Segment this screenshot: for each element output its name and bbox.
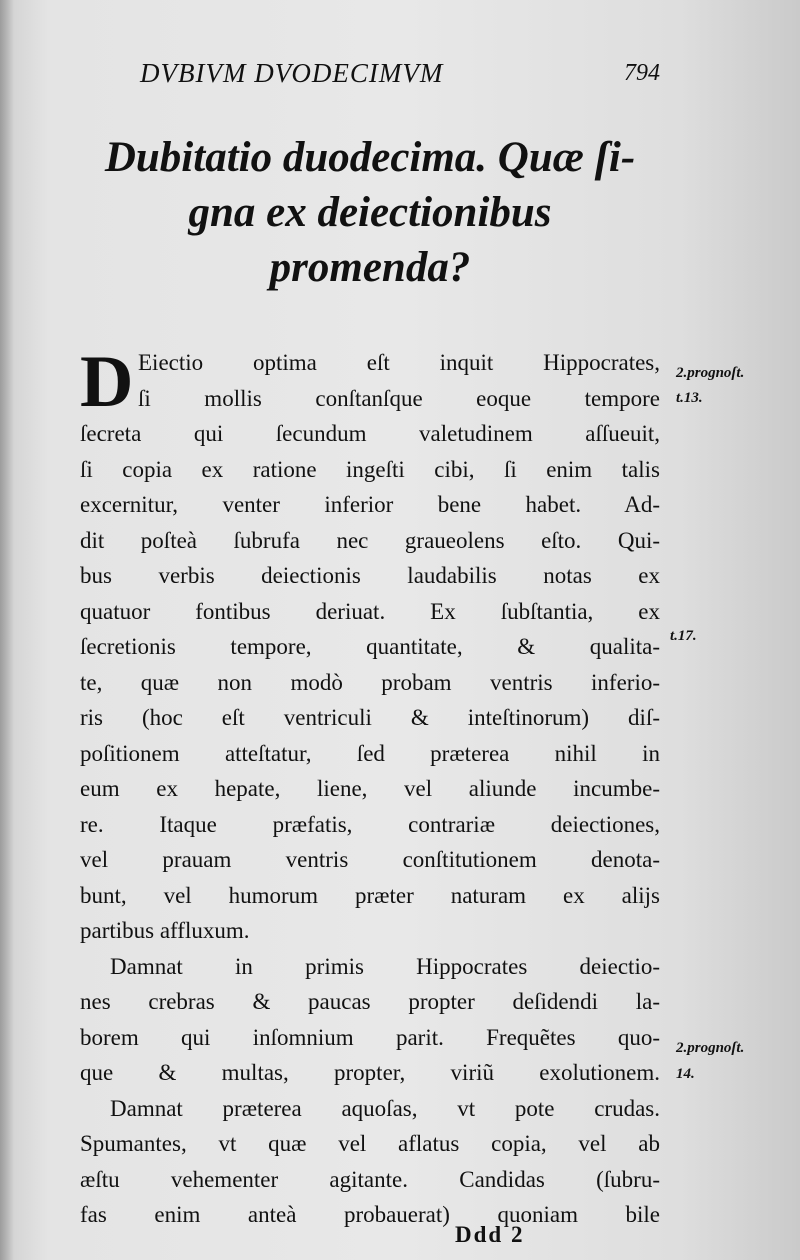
title-line: promenda? (269, 244, 471, 291)
text-line: Damnat in primis Hippocrates deiectio- (110, 953, 660, 979)
page-header (140, 58, 660, 94)
text-line: æſtu vehementer agitante. Candidas (ſubru- (80, 1166, 660, 1192)
text-line: Damnat præterea aquoſas, vt pote crudas. (110, 1095, 660, 1121)
page-gutter-shadow (0, 0, 14, 1260)
title-line: gna ex deiectionibus (188, 189, 552, 236)
text-line: ſecretionis tempore, quantitate, & qualita- (80, 634, 660, 659)
text-line: ſecreta qui ſecundum valetudinem aſſueuit, (80, 421, 660, 446)
text-line: bunt, vel humorum præter naturam ex alijs (80, 882, 660, 908)
text-line: partibus affluxum. (80, 918, 250, 943)
text-line: ris (hoc eſt ventriculi & inteſtinorum) diſ- (80, 705, 660, 730)
title-line: Dubitatio duodecima. Quæ ſi- (104, 134, 636, 181)
text-line: nes crebras & paucas propter deſidendi la- (80, 989, 660, 1014)
text-line: excernitur, venter inferior bene habet. Ad- (80, 492, 660, 517)
marginal-note-reference: t.17. (670, 628, 697, 644)
running-head: DVBIVM DVODECIMVM (140, 58, 444, 88)
marginal-note-reference: 14. (676, 1066, 695, 1082)
signature-mark: Ddd 2 (455, 1222, 525, 1247)
drop-cap: D (80, 341, 134, 423)
text-line: bus verbis deiectionis laudabilis notas ex (80, 563, 660, 588)
text-line: ſi mollis conſtanſque eoque tempore (138, 385, 660, 411)
marginal-note-reference: t.13. (676, 390, 703, 406)
text-line: Spumantes, vt quæ vel aflatus copia, vel ab (80, 1131, 660, 1156)
page-number: 794 (624, 60, 660, 86)
text-line: dit poſteà ſubrufa nec graueolens eſto. Qui- (80, 527, 660, 553)
text-line: poſitionem atteſtatur, ſed præterea nihil in (80, 740, 660, 766)
text-line: que & multas, propter, viriũ exolutionem. (80, 1060, 660, 1085)
text-line: ſi copia ex ratione ingeſti cibi, ſi enim talis (80, 456, 660, 482)
second-paragraph (80, 949, 660, 1091)
text-line: Eiectio optima eſt inquit Hippocrates, (138, 350, 660, 375)
first-paragraph (80, 341, 660, 949)
marginal-note-reference: 2.prognoſt. (676, 1040, 745, 1056)
text-line: quatuor fontibus deriuat. Ex ſubſtantia, ex (80, 598, 660, 624)
text-line: borem qui inſomnium parit. Frequẽtes quo- (80, 1024, 660, 1050)
chapter-title (80, 130, 660, 295)
text-line: vel prauam ventris conſtitutionem denota- (80, 847, 660, 872)
text-line: re. Itaque præfatis, contrariæ deiectiones, (80, 811, 660, 837)
body-text (80, 341, 660, 1233)
text-line: fas enim anteà probauerat) quoniam bile (80, 1202, 660, 1227)
marginal-note-reference: 2.prognoſt. (676, 365, 745, 381)
text-line: te, quæ non modò probam ventris inferio- (80, 669, 660, 695)
text-line: eum ex hepate, liene, vel aliunde incumbe- (80, 776, 660, 801)
third-paragraph (80, 1091, 660, 1233)
